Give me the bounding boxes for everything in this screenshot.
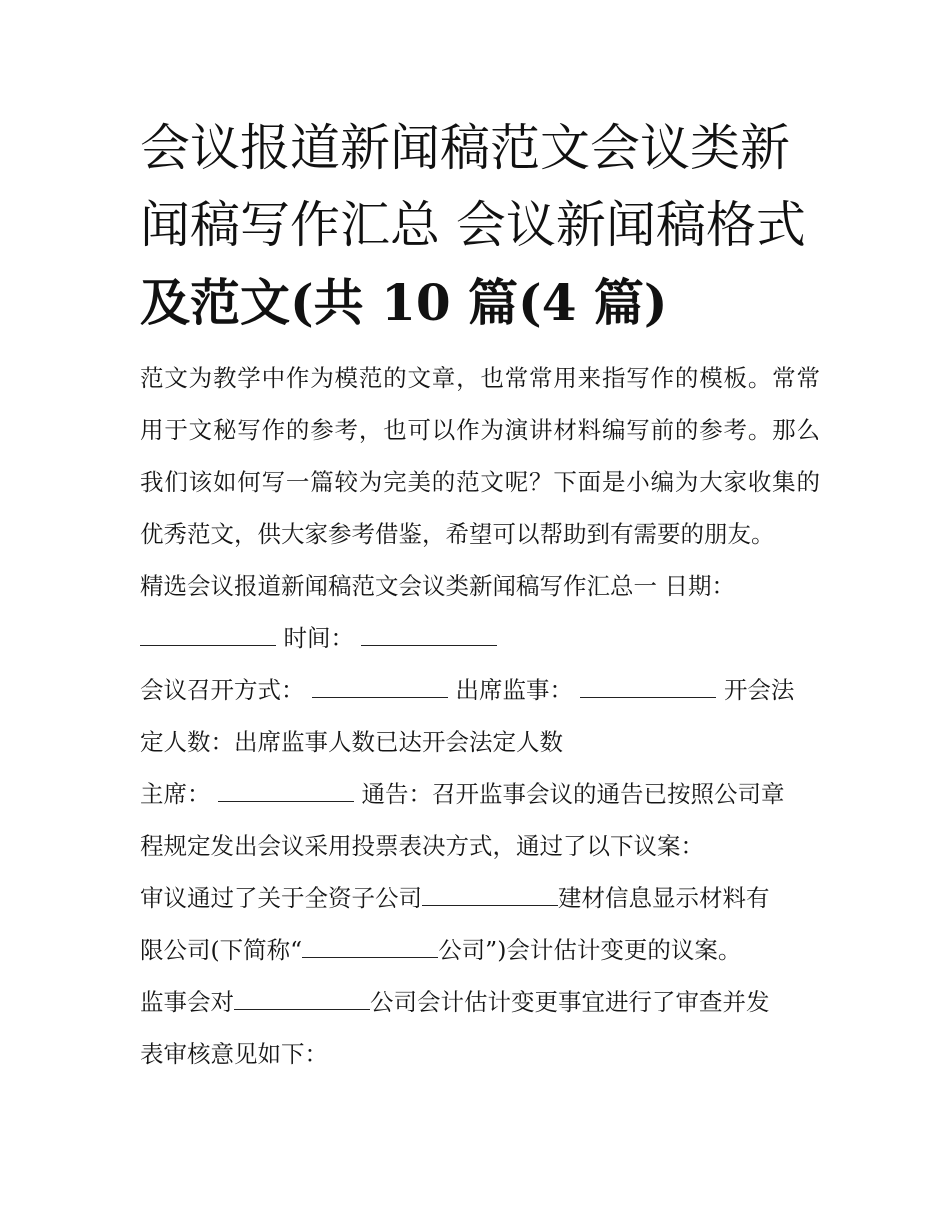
attending-supervisors-label: 出席监事： (455, 676, 573, 704)
date-time-line (140, 612, 820, 664)
chair-blank (218, 779, 354, 802)
title-line-2: 闻稿写作汇总 会议新闻稿格式 (140, 196, 806, 254)
board-line-2: 表审核意见如下： (140, 1040, 328, 1068)
resolution-text-b: 建材信息显示材料有 (558, 884, 770, 912)
meeting-method-blank (312, 675, 448, 698)
board-text-b: 公司会计估计变更事宜进行了审查并发 (370, 988, 770, 1016)
resolution-line-2 (140, 924, 820, 976)
resolution-text-d: 公司”)会计估计变更的议案。 (438, 936, 742, 964)
chair-line (140, 768, 820, 820)
subsidiary-blank (422, 883, 558, 906)
board-text-a: 监事会对 (140, 988, 234, 1016)
time-label: 时间： (283, 624, 354, 652)
resolution-line-1 (140, 872, 820, 924)
notice-line: 程规定发出会议采用投票表决方式，通过了以下议案： (140, 832, 704, 860)
date-blank (140, 623, 276, 646)
attending-supervisors-blank (580, 675, 716, 698)
meeting-method-line (140, 664, 820, 716)
intro-paragraph: 范文为教学中作为模范的文章，也常常用来指写作的模板。常常用于文秘写作的参考，也可以作为演讲材料编写前的参考。那么我们该如何写一篇较为完美的范文呢？下面是小编为大家收集的优秀范文，供大家参考借鉴，希望可以帮助到有需要的朋友。 (140, 364, 820, 548)
document-title (140, 110, 820, 341)
quorum-text-a: 开会法 (723, 676, 795, 704)
meeting-method-label: 会议召开方式： (140, 676, 305, 704)
title-line-1: 会议报道新闻稿范文会议类新 (140, 119, 790, 177)
board-line-1 (140, 976, 820, 1028)
chair-label: 主席： (140, 780, 211, 808)
notice-text-a: 通告：召开监事会议的通告已按照公司章 (361, 780, 785, 808)
quorum-line: 定人数：出席监事人数已达开会法定人数 (140, 728, 563, 756)
document-body (140, 352, 820, 1080)
abbreviation-blank (302, 935, 438, 958)
resolution-text-c: 限公司(下简称“ (140, 936, 303, 964)
time-blank (361, 623, 497, 646)
title-line-3: 及范文(共 10 篇(4 篇) (140, 273, 668, 332)
section-heading: 精选会议报道新闻稿范文会议类新闻稿写作汇总一 日期： (140, 572, 735, 600)
resolution-text-a: 审议通过了关于全资子公司 (140, 884, 422, 912)
company-blank (234, 987, 370, 1010)
